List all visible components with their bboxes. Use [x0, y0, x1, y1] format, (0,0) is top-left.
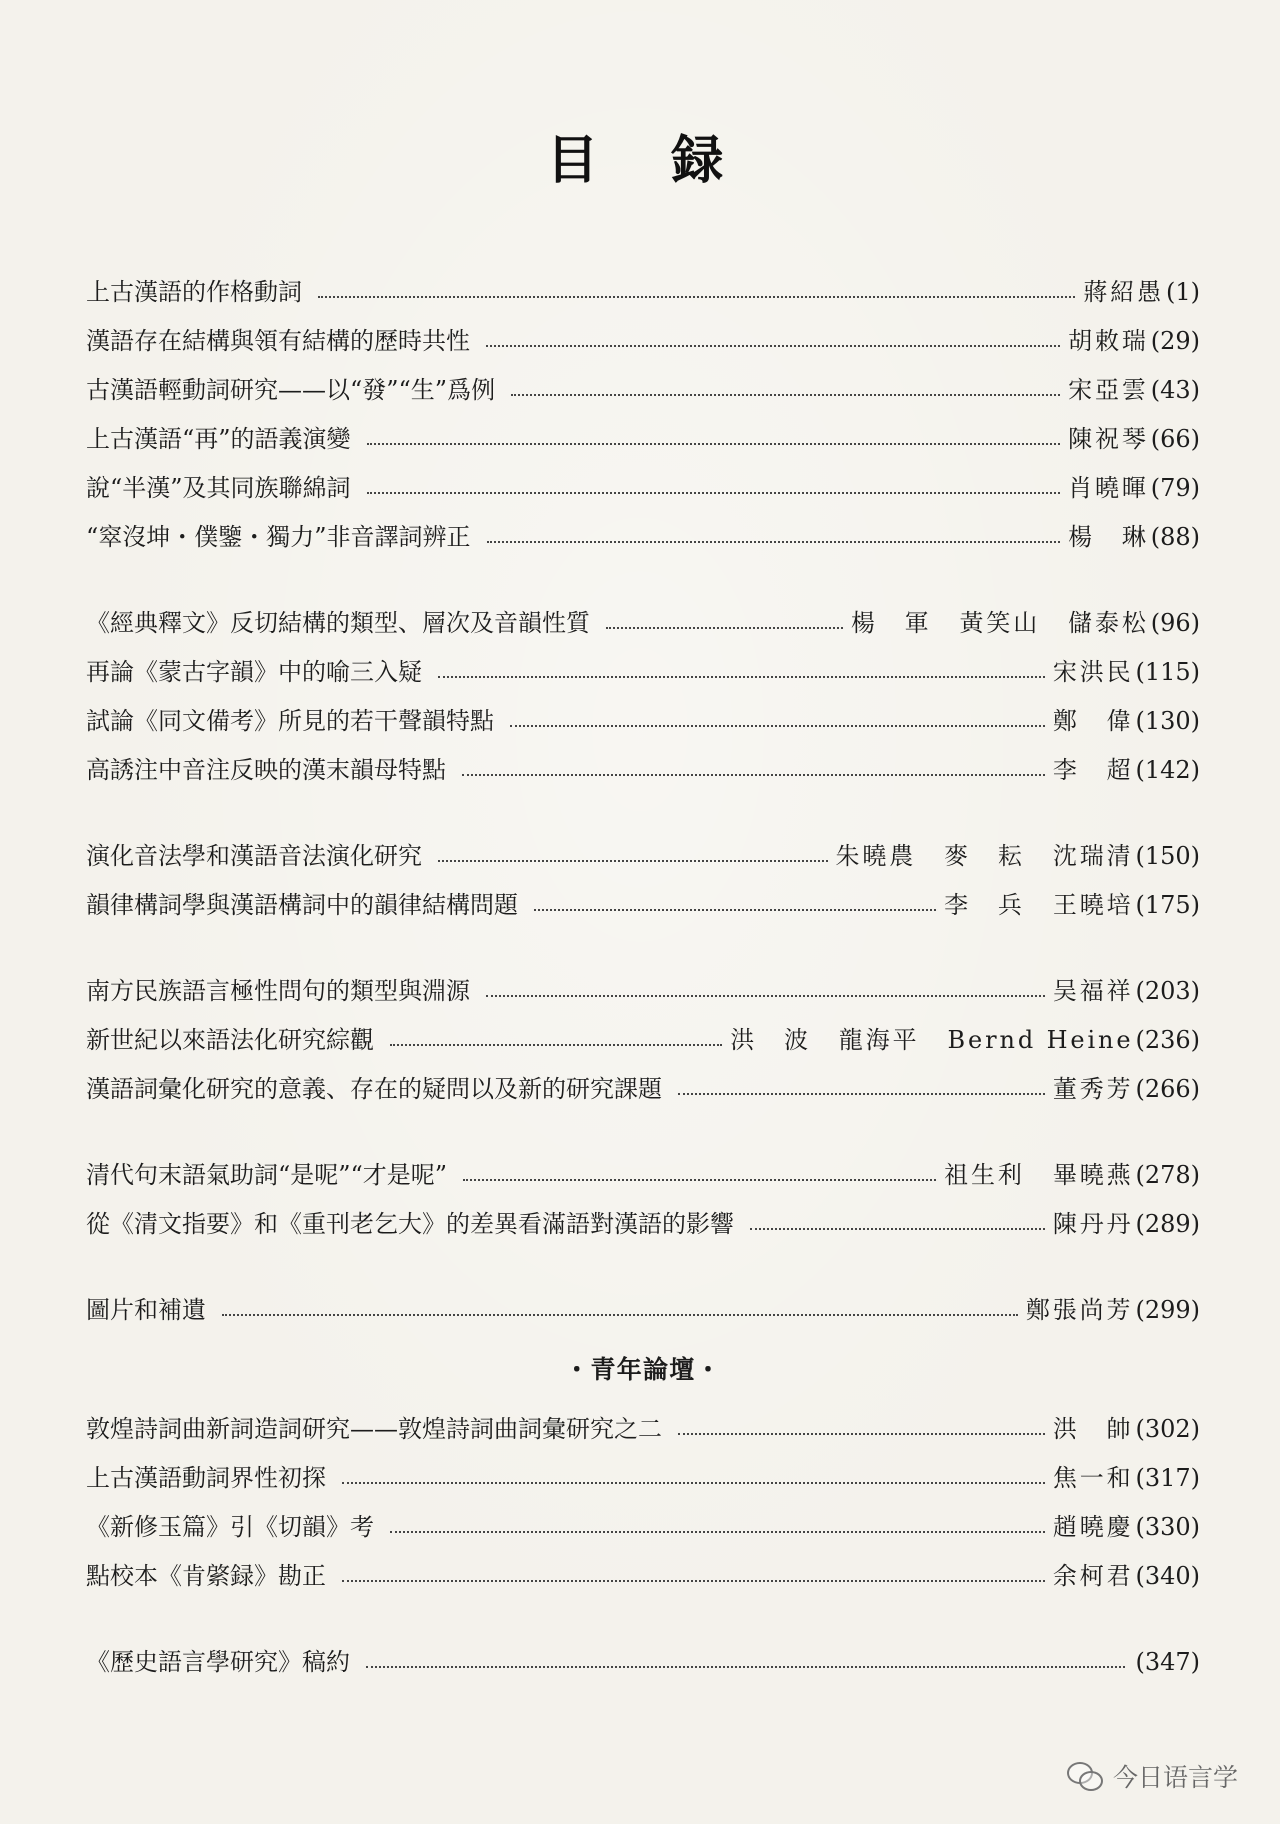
- entry-title: 《歷史語言學研究》稿約: [86, 1648, 350, 1676]
- toc-group: [86, 586, 1200, 782]
- entry-authors: [1068, 329, 1149, 353]
- dot-leader: [487, 541, 1061, 543]
- toc-entry: [86, 1187, 1200, 1236]
- entry-authors: [1053, 1466, 1134, 1490]
- author-name: Bernd Heine: [947, 1026, 1134, 1054]
- entry-title: 清代句末語氣助詞“是呢”“才是呢”: [86, 1161, 448, 1189]
- author-name: 李 兵: [944, 891, 1025, 919]
- author-name: 麥 耘: [944, 842, 1025, 870]
- author-name: 董秀芳: [1052, 1075, 1134, 1103]
- toc-group: [86, 255, 1200, 549]
- page-number: (130): [1135, 707, 1200, 735]
- toc-entry: [86, 1539, 1200, 1588]
- dot-leader: [222, 1314, 1018, 1316]
- page-title: 目 録: [546, 131, 734, 191]
- entry-authors: [1068, 427, 1149, 451]
- toc-group: [86, 954, 1200, 1101]
- entry-title: 漢語存在結構與領有結構的歷時共性: [86, 327, 470, 355]
- entry-authors: [1053, 758, 1134, 782]
- toc-entry: [86, 255, 1200, 304]
- entry-authors: [1053, 1417, 1134, 1441]
- page-number: (203): [1135, 977, 1200, 1005]
- toc-entry: [86, 954, 1200, 1003]
- entry-title: 《經典釋文》反切結構的類型、層次及音韻性質: [86, 609, 590, 637]
- page-number: (347): [1135, 1648, 1200, 1676]
- page-number: (142): [1135, 756, 1200, 784]
- author-name: 朱曉農: [835, 842, 917, 870]
- dot-leader: [462, 774, 1045, 776]
- toc-entry: [86, 1625, 1200, 1674]
- toc-entry: [86, 1392, 1200, 1441]
- author-name: 楊 軍: [850, 609, 932, 637]
- page-number: (175): [1135, 891, 1200, 919]
- author-name: 洪 帥: [1052, 1415, 1134, 1443]
- entry-authors: [944, 893, 1133, 917]
- dot-leader: [486, 995, 1045, 997]
- dot-leader: [438, 676, 1045, 678]
- toc-entry: [86, 635, 1200, 684]
- author-name: 洪 波: [730, 1026, 811, 1054]
- entry-title: 新世紀以來語法化研究綜觀: [86, 1026, 374, 1054]
- dot-leader: [534, 909, 936, 911]
- entry-authors: [851, 611, 1149, 635]
- author-name: 王曉培: [1052, 891, 1134, 919]
- dot-leader: [510, 725, 1045, 727]
- entry-authors: [1053, 1077, 1134, 1101]
- entry-authors: [1026, 1298, 1134, 1322]
- entry-title: 敦煌詩詞曲新詞造詞研究——敦煌詩詞曲詞彙研究之二: [86, 1415, 662, 1443]
- toc-entry: [86, 353, 1200, 402]
- toc-entry: [86, 1490, 1200, 1539]
- author-name: 宋洪民: [1052, 658, 1134, 686]
- author-name: 鄭張尚芳: [1025, 1296, 1134, 1324]
- page-number: (302): [1135, 1415, 1200, 1443]
- page-number: (66): [1150, 425, 1200, 453]
- page-number: (115): [1135, 658, 1200, 686]
- entry-title: 《新修玉篇》引《切韻》考: [86, 1513, 374, 1541]
- author-name: 陳丹丹: [1052, 1210, 1134, 1238]
- entry-title: 演化音法學和漢語音法演化研究: [86, 842, 422, 870]
- entry-authors: [1053, 660, 1134, 684]
- dot-leader: [367, 443, 1061, 445]
- page-number: (150): [1135, 842, 1200, 870]
- author-name: 肖曉暉: [1068, 474, 1149, 502]
- toc-group: [86, 1138, 1200, 1236]
- page-number: (1): [1166, 278, 1200, 306]
- page-number: (299): [1135, 1296, 1200, 1324]
- author-name: 焦一和: [1052, 1464, 1134, 1492]
- entry-title: 上古漢語動詞界性初探: [86, 1464, 326, 1492]
- entry-title: 上古漢語的作格動詞: [86, 278, 302, 306]
- page-number: (289): [1135, 1210, 1200, 1238]
- entry-authors: [1068, 378, 1149, 402]
- dot-leader: [342, 1580, 1045, 1582]
- dot-leader: [318, 296, 1075, 298]
- entry-authors: [1053, 1212, 1134, 1236]
- page-number: (236): [1135, 1026, 1200, 1054]
- entry-title: 點校本《肯綮録》勘正: [86, 1562, 326, 1590]
- entry-title: 韻律構詞學與漢語構詞中的韻律結構問題: [86, 891, 518, 919]
- toc-entry: [86, 819, 1200, 868]
- author-name: 吴福祥: [1052, 977, 1134, 1005]
- page-number: (266): [1135, 1075, 1200, 1103]
- watermark: [1067, 1758, 1238, 1794]
- author-name: 胡敕瑞: [1068, 327, 1149, 355]
- entry-title: 漢語詞彙化研究的意義、存在的疑問以及新的研究課題: [86, 1075, 662, 1103]
- entry-authors: [836, 844, 1134, 868]
- author-name: 龍海平: [838, 1026, 920, 1054]
- entry-authors: [1053, 1515, 1134, 1539]
- toc-entry: [86, 304, 1200, 353]
- dot-leader: [678, 1433, 1045, 1435]
- dot-leader: [678, 1093, 1045, 1095]
- toc-entry: [86, 1052, 1200, 1101]
- toc-entry: [86, 586, 1200, 635]
- author-name: 宋亞雲: [1068, 376, 1149, 404]
- author-name: 祖生利: [944, 1161, 1025, 1189]
- watermark-text: 今日语言学: [1112, 1763, 1238, 1792]
- toc-entry: [86, 868, 1200, 917]
- toc-entry: [86, 733, 1200, 782]
- page-number: (79): [1150, 474, 1200, 502]
- dot-leader: [511, 394, 1060, 396]
- entry-title: 圖片和補遺: [86, 1296, 206, 1324]
- author-name: 楊 琳: [1068, 523, 1149, 551]
- entry-title: 再論《蒙古字韻》中的喻三入疑: [86, 658, 422, 686]
- entry-title: 古漢語輕動詞研究——以“發”“生”爲例: [86, 376, 496, 404]
- entry-authors: [1083, 280, 1164, 304]
- entry-title: 高誘注中音注反映的漢末韻母特點: [86, 756, 446, 784]
- dot-leader: [366, 1666, 1125, 1668]
- dot-leader: [486, 345, 1060, 347]
- entry-title: 從《清文指要》和《重刊老乞大》的差異看滿語對漢語的影響: [86, 1210, 734, 1238]
- dot-leader: [606, 627, 843, 629]
- toc-entry: [86, 1003, 1200, 1052]
- entry-authors: [730, 1028, 1133, 1052]
- page-number: (278): [1135, 1161, 1200, 1189]
- toc-group: [86, 1273, 1200, 1322]
- entry-authors: [944, 1163, 1133, 1187]
- entry-authors: [1053, 979, 1134, 1003]
- toc-group-final: [86, 1625, 1200, 1674]
- toc-group: [86, 819, 1200, 917]
- author-name: 儲泰松: [1068, 609, 1149, 637]
- dot-leader: [342, 1482, 1045, 1484]
- entry-title: “窣沒坤・僕鑒・獨力”非音譯詞辨正: [86, 523, 471, 551]
- entry-title: 上古漢語“再”的語義演變: [86, 425, 351, 453]
- author-name: 沈瑞清: [1052, 842, 1134, 870]
- page-number: (317): [1135, 1464, 1200, 1492]
- toc-entry: [86, 684, 1200, 733]
- page-number: (330): [1135, 1513, 1200, 1541]
- author-name: 陳祝琴: [1068, 425, 1149, 453]
- page-number: (29): [1150, 327, 1200, 355]
- entry-title: 南方民族語言極性問句的類型與淵源: [86, 977, 470, 1005]
- page-number: (43): [1150, 376, 1200, 404]
- entry-authors: [1068, 525, 1149, 549]
- author-name: 畢曉燕: [1052, 1161, 1134, 1189]
- section-heading: ・青年論壇・: [564, 1355, 722, 1384]
- entry-authors: [1053, 1564, 1134, 1588]
- dot-leader: [463, 1179, 936, 1181]
- entry-title: 試論《同文備考》所見的若干聲韻特點: [86, 707, 494, 735]
- author-name: 蔣紹愚: [1083, 278, 1164, 306]
- toc-entry: [86, 402, 1200, 451]
- author-name: 趙曉慶: [1052, 1513, 1134, 1541]
- dot-leader: [390, 1531, 1045, 1533]
- toc-entry: [86, 1273, 1200, 1322]
- author-name: 李 超: [1052, 756, 1134, 784]
- toc-entry: [86, 500, 1200, 549]
- entry-authors: [1068, 476, 1149, 500]
- dot-leader: [438, 860, 828, 862]
- dot-leader: [750, 1228, 1045, 1230]
- toc-entry: [86, 451, 1200, 500]
- entry-title: 說“半漢”及其同族聯綿詞: [86, 474, 351, 502]
- wechat-icon: [1067, 1762, 1103, 1790]
- page-number: (96): [1150, 609, 1200, 637]
- author-name: 鄭 偉: [1052, 707, 1134, 735]
- table-of-contents: [86, 255, 1200, 1674]
- author-name: 余柯君: [1052, 1562, 1134, 1590]
- toc-entry: [86, 1138, 1200, 1187]
- toc-group-youth: [86, 1392, 1200, 1588]
- toc-entry: [86, 1441, 1200, 1490]
- page-number: (340): [1135, 1562, 1200, 1590]
- entry-authors: [1053, 709, 1134, 733]
- dot-leader: [390, 1044, 722, 1046]
- page-number: (88): [1150, 523, 1200, 551]
- author-name: 黃笑山: [959, 609, 1041, 637]
- dot-leader: [367, 492, 1061, 494]
